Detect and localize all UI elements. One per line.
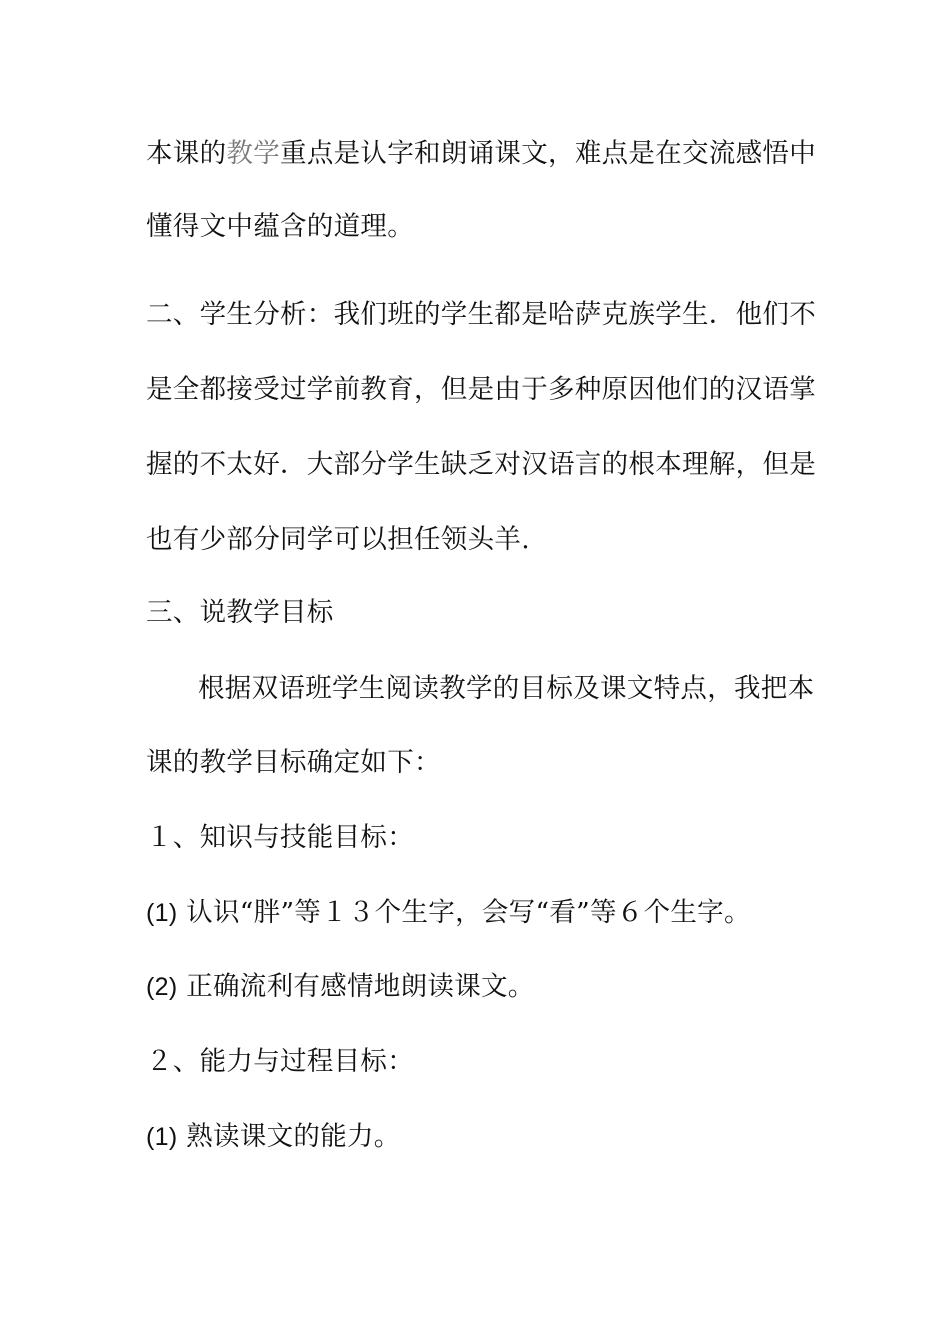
list-item-text: 熟读课文的能力。 [177, 1121, 401, 1152]
paragraph-line: 也有少部分同学可以担任领头羊. [146, 524, 530, 555]
subsection-heading: １、知识与技能目标： [146, 822, 414, 853]
list-item [146, 896, 826, 930]
subsection-heading: ２、能力与过程目标： [146, 1046, 414, 1077]
list-marker: (2) [146, 973, 178, 1001]
list-marker: (1) [146, 899, 178, 927]
text-segment: 重点是认字和朗诵课文，难点是在交流感悟中 [280, 138, 817, 169]
paragraph-line: 课的教学目标确定如下： [146, 747, 441, 778]
list-item-text: 正确流利有感情地朗读课文。 [177, 971, 535, 1002]
paragraph-line: 是全都接受过学前教育，但是由于多种原因他们的汉语掌 [146, 374, 816, 405]
list-item-text: 认识“胖”等１３个生字，会写“看”等６个生字。 [177, 897, 751, 928]
paragraph-line: 二、学生分析：我们班的学生都是哈萨克族学生．他们不 [146, 299, 816, 330]
paragraph-line: 懂得文中蕴含的道理。 [146, 211, 414, 242]
text-segment: 本课的 [146, 138, 227, 169]
section-heading: 三、说教学目标 [146, 597, 334, 628]
text-segment-highlight: 教学 [226, 138, 281, 169]
paragraph-line [146, 137, 826, 171]
list-item [146, 970, 826, 1004]
list-item [146, 1120, 826, 1154]
list-marker: (1) [146, 1123, 178, 1151]
paragraph-line: 握的不太好．大部分学生缺乏对汉语言的根本理解，但是 [146, 449, 816, 480]
paragraph-line: 根据双语班学生阅读教学的目标及课文特点，我把本 [198, 673, 815, 704]
